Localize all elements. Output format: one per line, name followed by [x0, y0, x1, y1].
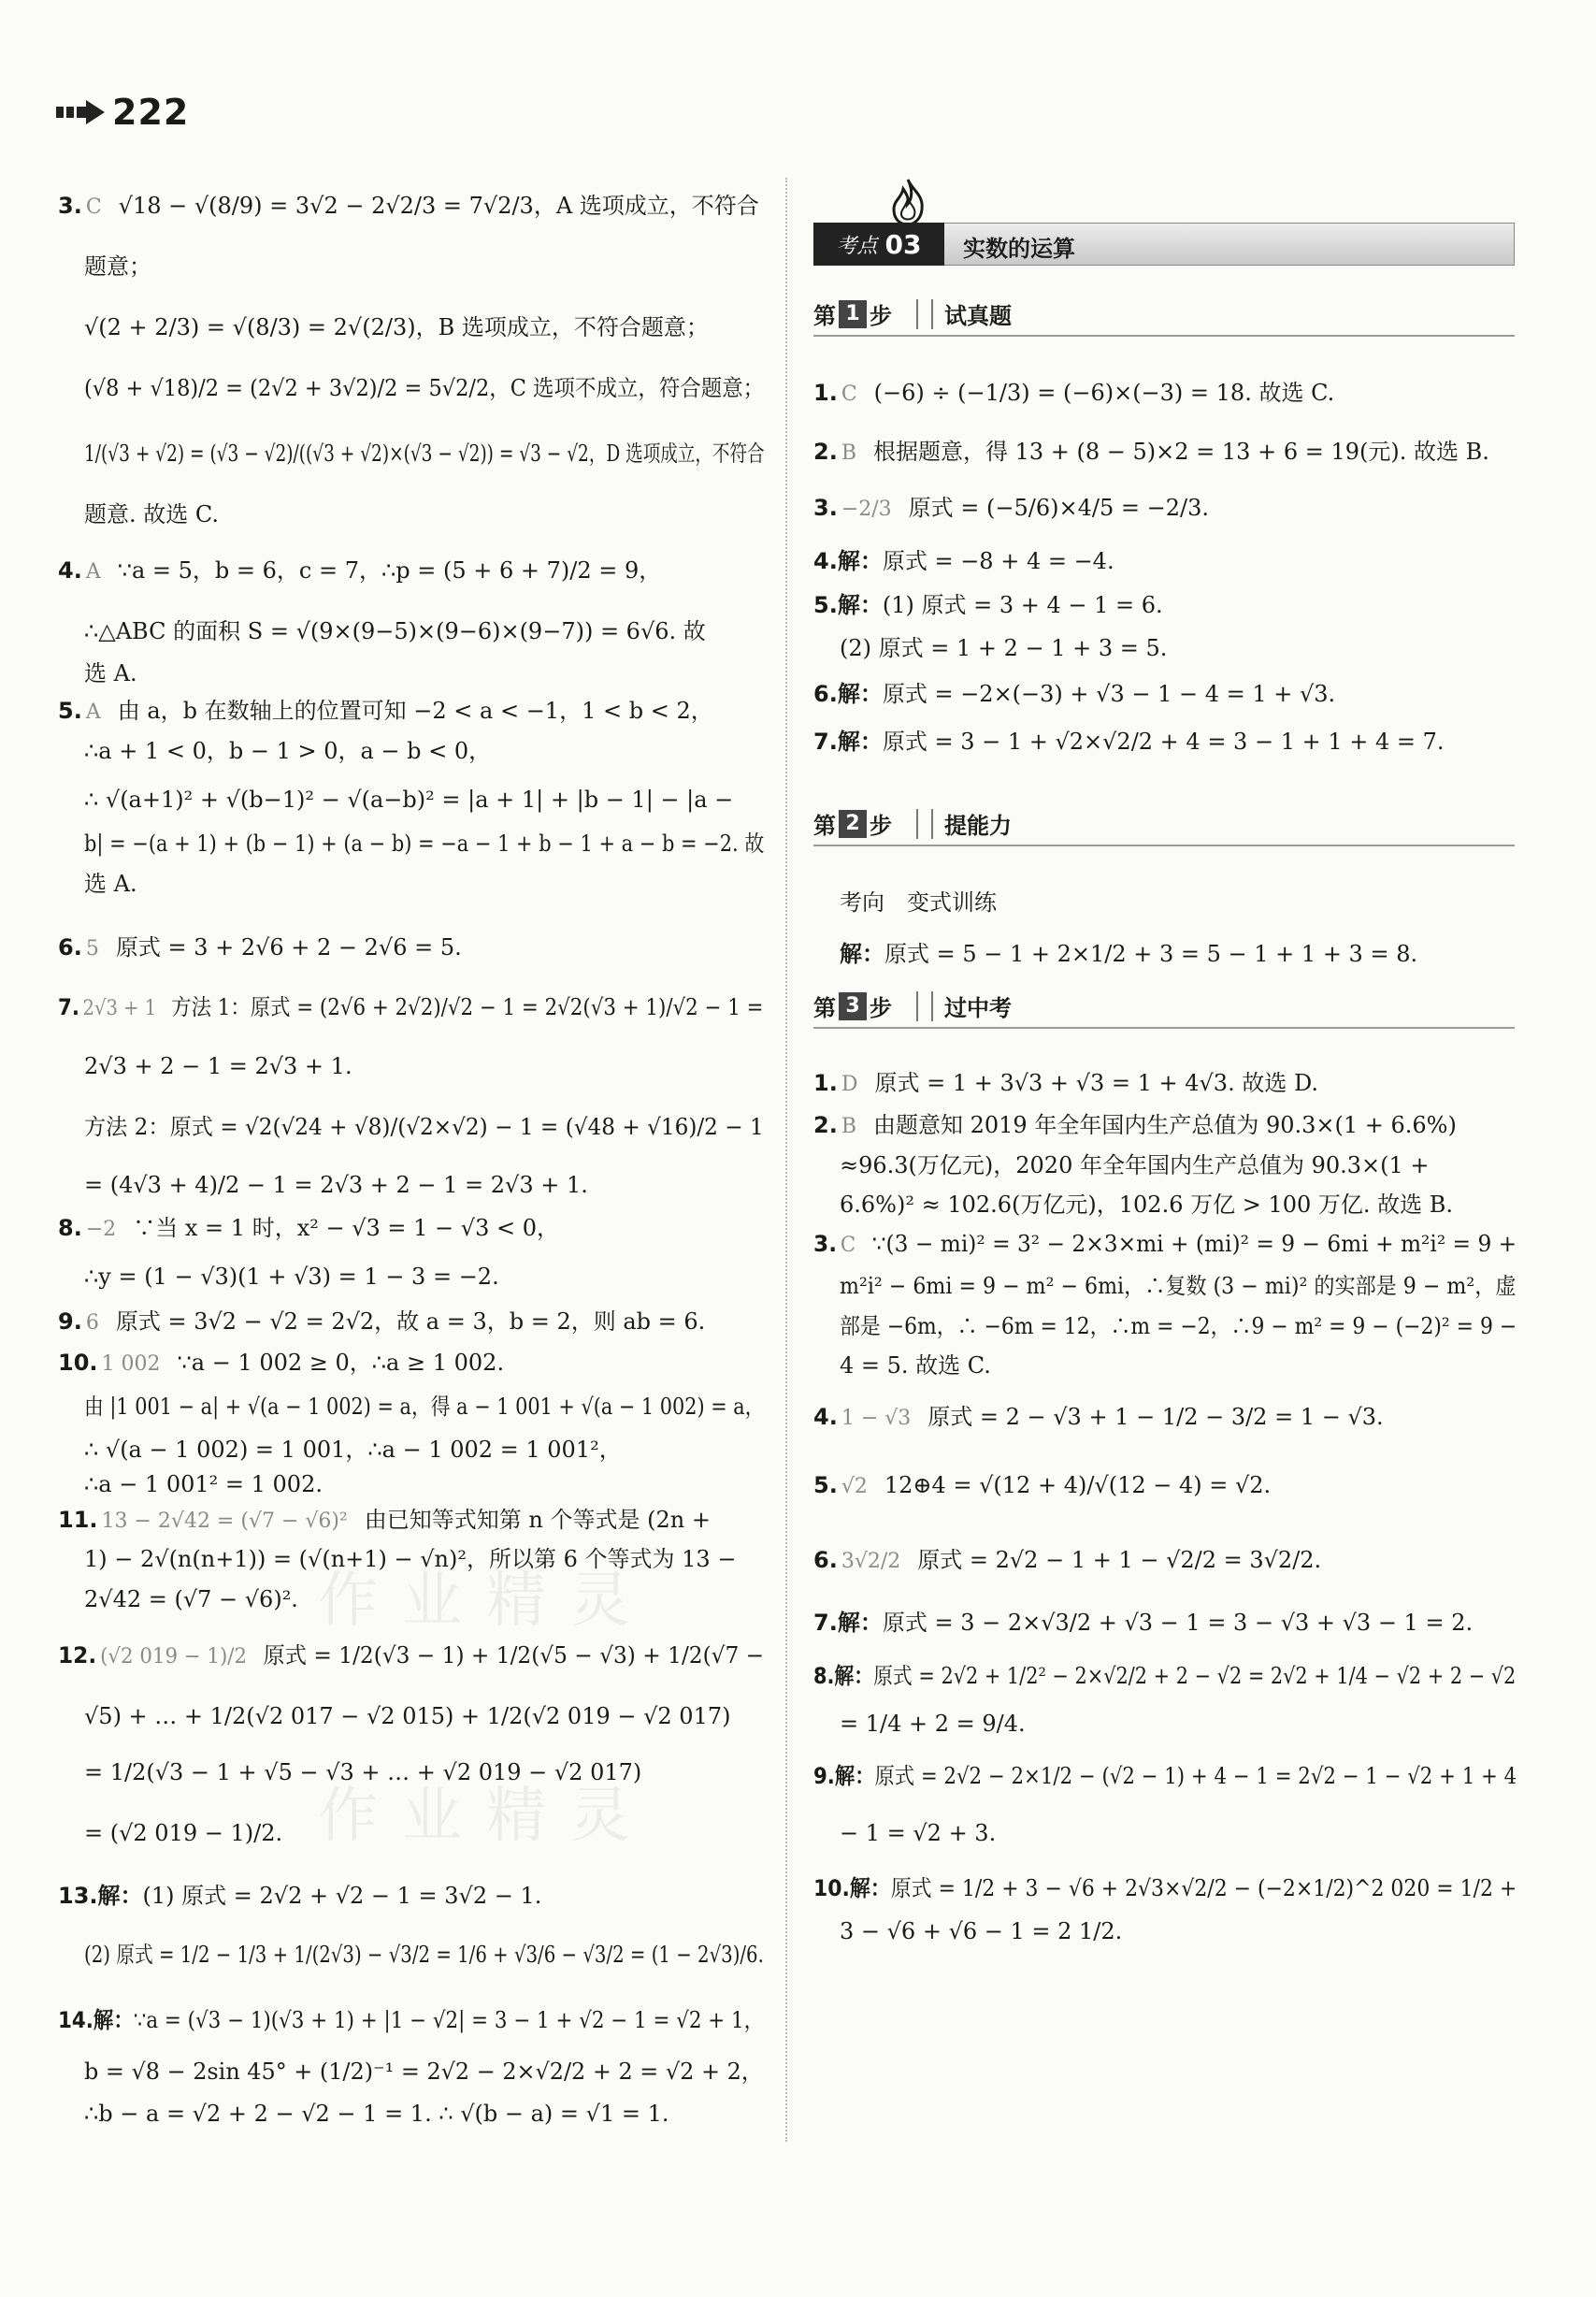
- text-line: [840, 1151, 1430, 1179]
- problem-number: 10.: [58, 1350, 98, 1376]
- problem-number: 3.: [813, 1231, 838, 1257]
- line-text: = (4√3 + 4)/2 − 1 = 2√3 + 2 − 1 = 2√3 + 1.: [84, 1172, 588, 1198]
- line-text: ∴ √(a+1)² + √(b−1)² − √(a−b)² = |a + 1| + |b − 1| − |a −: [84, 787, 734, 813]
- answer-key: 6: [85, 1311, 99, 1335]
- text-line: [840, 940, 1417, 968]
- line-text: (√8 + √18)/2 = (2√2 + 3√2)/2 = 5√2/2，C 选项不成立，符合题意；: [84, 375, 765, 401]
- text-line: [840, 634, 1167, 662]
- line-text: ≈96.3(万亿元)，2020 年全年国内生产总值为 90.3×(1 +: [840, 1152, 1430, 1178]
- problem-number: 6.: [58, 934, 82, 961]
- text-line: [84, 1436, 622, 1464]
- line-text: ∴ √(a − 1 002) = 1 001，∴a − 1 002 = 1 001²，: [84, 1437, 622, 1463]
- text-line: [58, 1506, 711, 1536]
- step-1-header: [813, 297, 1515, 337]
- problem-number: 4.: [813, 1404, 838, 1430]
- topic-header: [813, 223, 1515, 266]
- answer-key: −2: [85, 1218, 117, 1241]
- solution-prefix: 解：: [840, 941, 884, 967]
- problem-number: 4.: [813, 548, 838, 574]
- step-post: 步: [870, 303, 892, 329]
- line-text: 原式 = 3 − 1 + √2×√2/2 + 4 = 3 − 1 + 1 + 4 = 7.: [882, 729, 1445, 755]
- text-line: [58, 556, 661, 586]
- watermark: 作业精灵: [318, 1567, 654, 1636]
- text-line: [813, 680, 1335, 708]
- topic-badge: [813, 223, 944, 266]
- text-line: [813, 1874, 1517, 1902]
- text-line: [58, 192, 759, 222]
- line-text: 3 − √6 + √6 − 1 = 2 1/2.: [840, 1918, 1123, 1944]
- line-text: 原式 = 1 + 3√3 + √3 = 1 + 4√3. 故选 D.: [874, 1070, 1318, 1096]
- step-2-name: 提能力: [944, 813, 1012, 839]
- problem-number: 7.: [813, 729, 838, 755]
- line-text: (1) 原式 = 2√2 + √2 − 1 = 3√2 − 1.: [142, 1883, 542, 1909]
- text-line: [84, 1941, 764, 1969]
- step-num: 1: [839, 300, 867, 328]
- problem-number: 11.: [58, 1507, 98, 1533]
- step-3-name: 过中考: [944, 995, 1012, 1021]
- problem-number: 5.: [813, 1472, 838, 1498]
- line-text: − 1 = √2 + 3.: [840, 1820, 997, 1846]
- text-line: [840, 1819, 996, 1847]
- text-line: [58, 2006, 764, 2034]
- line-text: 2√42 = (√7 − √6)².: [84, 1586, 298, 1612]
- problem-number: 6.: [813, 681, 838, 707]
- line-text: 由 |1 001 − a| + √(a − 1 002) = a，得 a − 1 001 + √(a − 1 002) = a，: [84, 1394, 765, 1420]
- answer-key: B: [841, 441, 856, 465]
- text-line: [813, 591, 1163, 619]
- line-text: 原式 = (−5/6)×4/5 = −2/3.: [908, 495, 1209, 521]
- text-line: [84, 1113, 764, 1141]
- text-line: [84, 313, 709, 341]
- text-line: [813, 494, 1209, 524]
- line-text: 1) − 2√(n(n+1)) = (√(n+1) − √n)²，所以第 6 个等式为 13 −: [84, 1546, 737, 1572]
- text-line: [84, 1702, 730, 1730]
- problem-number: 2.: [813, 1112, 838, 1138]
- text-line: [58, 1307, 705, 1337]
- text-line: [84, 659, 137, 687]
- line-text: b = √8 − 2sin 45° + (1/2)⁻¹ = 2√2 − 2×√2/2 + 2 = √2 + 2，: [84, 2059, 764, 2085]
- text-line: [84, 1819, 282, 1847]
- text-line: [84, 500, 219, 528]
- line-text: 原式 = 3 − 2×√3/2 + √3 − 1 = 3 − √3 + √3 − 1 = 2.: [882, 1610, 1474, 1636]
- answer-key: 1 002: [101, 1352, 161, 1376]
- text-line: [840, 1272, 1516, 1300]
- line-text: 原式 = −2×(−3) + √3 − 1 − 4 = 1 + √3.: [882, 681, 1336, 707]
- problem-number: 3.: [58, 193, 82, 219]
- step-separator: [916, 809, 933, 839]
- problem-number: 3.: [813, 495, 838, 521]
- text-line: [84, 2058, 764, 2086]
- step-pre: 第: [813, 995, 836, 1021]
- text-line: [58, 1641, 764, 1671]
- line-text: 原式 = 2√2 − 2×1/2 − (√2 − 1) + 4 − 1 = 2√2 − 1 − √2 + 1 + 4: [874, 1763, 1517, 1789]
- line-text: 12⊕4 = √(12 + 4)/√(12 − 4) = √2.: [884, 1472, 1272, 1498]
- topic-kaodian: 考点: [836, 234, 878, 258]
- line-text: √(2 + 2/3) = √(8/3) = 2√(2/3)，B 选项成立，不符合题意；: [84, 314, 709, 340]
- text-line: [84, 1470, 323, 1498]
- text-line: [840, 1710, 1026, 1738]
- text-line: [84, 2100, 669, 2128]
- line-text: 4 = 5. 故选 C.: [840, 1352, 991, 1379]
- answer-key: √2: [841, 1475, 868, 1498]
- text-line: [58, 993, 763, 1023]
- arrow-icon: [56, 98, 105, 126]
- line-text: 原式 = 3 + 2√6 + 2 − 2√6 = 5.: [115, 934, 462, 961]
- line-text: ∵a = 5，b = 6，c = 7，∴p = (5 + 6 + 7)/2 = 9，: [117, 557, 662, 584]
- text-line: [84, 617, 706, 645]
- problem-number: 4.: [58, 557, 82, 584]
- line-text: 考向 变式训练: [840, 889, 997, 916]
- line-text: (1) 原式 = 3 + 4 − 1 = 6.: [882, 592, 1163, 618]
- text-line: [84, 1545, 736, 1573]
- text-line: [84, 1585, 298, 1613]
- line-text: ∴b − a = √2 + 2 − √2 − 1 = 1. ∴ √(b − a) = √1 = 1.: [84, 2101, 669, 2127]
- text-line: [813, 1546, 1321, 1576]
- text-line: [84, 870, 137, 898]
- answer-key: 2√3 + 1: [82, 997, 157, 1020]
- line-text: 原式 = 1/2 + 3 − √6 + 2√3×√2/2 − (−2×1/2)^2 020 = 1/2 +: [890, 1875, 1517, 1901]
- solution-prefix: 解：: [837, 1610, 883, 1636]
- line-text: 原式 = −8 + 4 = −4.: [882, 548, 1114, 574]
- text-line: [84, 253, 151, 281]
- answer-key: −2/3: [841, 498, 892, 521]
- line-text: b| = −(a + 1) + (b − 1) + (a − b) = −a − 1 + b − 1 + a − b = −2. 故: [84, 831, 765, 857]
- watermark: 作业精灵: [318, 1782, 654, 1851]
- solution-prefix: 解：: [93, 2007, 134, 2033]
- line-text: 方法 1：原式 = (2√6 + 2√2)/√2 − 1 = 2√2(√3 + 1)/√2 − 1 =: [171, 994, 764, 1020]
- text-line: [813, 1662, 1516, 1690]
- line-text: 方法 2：原式 = √2(√24 + √8)/(√2×√2) − 1 = (√48 + √16)/2 − 1: [84, 1114, 764, 1140]
- line-text: ∵当 x = 1 时，x² − √3 = 1 − √3 < 0，: [133, 1215, 559, 1241]
- answer-key: C: [840, 1234, 856, 1257]
- line-text: 1/(√3 + √2) = (√3 − √2)/((√3 + √2)×(√3 − √2)) = √3 − √2，D 选项成立，不符合: [84, 441, 765, 467]
- line-text: 题意. 故选 C.: [84, 501, 220, 527]
- line-text: (2) 原式 = 1/2 − 1/3 + 1/(2√3) − √3/2 = 1/6 + √3/6 − √3/2 = (1 − 2√3)/6.: [84, 1942, 764, 1968]
- text-line: [58, 697, 713, 727]
- text-line: [84, 374, 764, 402]
- line-text: 原式 = 2√2 − 1 + 1 − √2/2 = 3√2/2.: [917, 1547, 1322, 1573]
- text-line: [840, 1312, 1517, 1340]
- answer-key: A: [85, 701, 101, 724]
- text-line: [840, 1351, 991, 1380]
- step-2-header: [813, 807, 1515, 846]
- line-text: = 1/4 + 2 = 9/4.: [840, 1711, 1026, 1737]
- answer-key: C: [841, 383, 857, 406]
- problem-number: 2.: [813, 439, 838, 465]
- problem-number: 7.: [813, 1610, 838, 1636]
- text-line: [813, 1069, 1318, 1099]
- text-line: [84, 1393, 764, 1421]
- step-num: 3: [839, 992, 867, 1020]
- line-text: ∵a = (√3 − 1)(√3 + 1) + |1 − √2| = 3 − 1 + √2 − 1 = √2 + 1，: [133, 2007, 765, 2033]
- line-text: 原式 = 3√2 − √2 = 2√2，故 a = 3，b = 2，则 ab = 6.: [115, 1308, 706, 1335]
- line-text: m²i² − 6mi = 9 − m² − 6mi，∴复数 (3 − mi)² 的实部是 9 − m²，虚: [840, 1273, 1517, 1299]
- text-line: [58, 1214, 559, 1244]
- line-text: = 1/2(√3 − 1 + √5 − √3 + … + √2 019 − √2 017): [84, 1759, 642, 1785]
- solution-prefix: 解：: [837, 681, 883, 707]
- text-line: [84, 1171, 588, 1199]
- text-line: [84, 1758, 641, 1786]
- text-line: [813, 728, 1445, 756]
- solution-prefix: 解：: [837, 729, 883, 755]
- text-line: [84, 1052, 352, 1080]
- answer-key: 3√2/2: [841, 1550, 901, 1573]
- line-text: 2√3 + 2 − 1 = 2√3 + 1.: [84, 1053, 352, 1079]
- line-text: ∵(3 − mi)² = 3² − 2×3×mi + (mi)² = 9 − 6mi + m²i² = 9 +: [871, 1231, 1517, 1257]
- text-line: [84, 830, 764, 858]
- solution-prefix: 解：: [837, 548, 883, 574]
- line-text: 由已知等式知第 n 个等式是 (2n +: [364, 1507, 711, 1533]
- line-text: 由 a，b 在数轴上的位置可知 −2 < a < −1，1 < b < 2，: [117, 698, 713, 724]
- step-post: 步: [870, 813, 892, 839]
- step-post: 步: [870, 995, 892, 1021]
- text-line: [84, 786, 733, 814]
- answer-key: 1 − √3: [841, 1407, 912, 1430]
- problem-number: 9.: [58, 1308, 82, 1335]
- answer-key: 5: [85, 937, 99, 961]
- text-line: [58, 1882, 541, 1910]
- problem-number: 14.: [58, 2007, 93, 2033]
- solution-prefix: 解：: [834, 1763, 875, 1789]
- text-line: [58, 1349, 504, 1379]
- text-line: [813, 438, 1489, 468]
- line-text: 由题意知 2019 年全年国内生产总值为 90.3×(1 + 6.6%): [873, 1112, 1457, 1138]
- problem-number: 9.: [813, 1763, 835, 1789]
- line-text: (2) 原式 = 1 + 2 − 1 + 3 = 5.: [840, 635, 1168, 661]
- step-3-header: [813, 990, 1515, 1029]
- step-separator: [916, 299, 933, 329]
- step-1-name: 试真题: [944, 303, 1012, 329]
- line-text: 题意；: [84, 253, 151, 280]
- step-separator: [916, 991, 933, 1021]
- line-text: 原式 = 2√2 + 1/2² − 2×√2/2 + 2 − √2 = 2√2 + 1/4 − √2 + 2 − √2: [873, 1663, 1517, 1689]
- line-text: ∵a − 1 002 ≥ 0，∴a ≥ 1 002.: [177, 1350, 505, 1376]
- line-text: √5) + … + 1/2(√2 017 − √2 015) + 1/2(√2 019 − √2 017): [84, 1703, 731, 1729]
- problem-number: 10.: [813, 1875, 850, 1901]
- problem-number: 1.: [813, 1070, 838, 1096]
- step-num: 2: [839, 810, 867, 838]
- line-text: 根据题意，得 13 + (8 − 5)×2 = 13 + 6 = 19(元). 故选 B.: [873, 439, 1489, 465]
- text-line: [813, 1403, 1384, 1433]
- page-number-block: [56, 92, 189, 133]
- line-text: 选 A.: [84, 871, 137, 897]
- text-line: [840, 1191, 1453, 1219]
- text-line: [84, 440, 765, 468]
- text-line: [813, 1471, 1271, 1501]
- problem-number: 13.: [58, 1883, 98, 1909]
- line-text: 原式 = 2 − √3 + 1 − 1/2 − 3/2 = 1 − √3.: [927, 1404, 1384, 1430]
- text-line: [58, 933, 462, 963]
- text-line: [813, 1230, 1517, 1260]
- text-line: [84, 1263, 499, 1291]
- line-text: 选 A.: [84, 660, 137, 686]
- line-text: 部是 −6m，∴ −6m = 12，∴m = −2，∴9 − m² = 9 − (−2)² = 9 −: [840, 1313, 1517, 1339]
- answer-key: 13 − 2√42 = (√7 − √6)²: [101, 1510, 348, 1533]
- text-line: [813, 379, 1334, 409]
- problem-number: 12.: [58, 1642, 97, 1669]
- solution-prefix: 解：: [837, 592, 883, 618]
- problem-number: 8.: [813, 1663, 835, 1689]
- text-line: [84, 737, 491, 765]
- problem-number: 5.: [813, 592, 838, 618]
- flame-icon: [884, 178, 931, 226]
- column-divider: [785, 178, 787, 2142]
- text-line: [813, 1762, 1517, 1790]
- solution-prefix: 解：: [97, 1883, 143, 1909]
- problem-number: 6.: [813, 1547, 838, 1573]
- line-text: (−6) ÷ (−1/3) = (−6)×(−3) = 18. 故选 C.: [873, 380, 1335, 406]
- problem-number: 5.: [58, 698, 82, 724]
- problem-number: 1.: [813, 380, 838, 406]
- answer-key: B: [841, 1115, 856, 1138]
- text-line: [813, 1111, 1457, 1141]
- line-text: ∴y = (1 − √3)(1 + √3) = 1 − 3 = −2.: [84, 1264, 499, 1290]
- topic-title: 实数的运算: [963, 236, 1075, 262]
- topic-number: 03: [884, 228, 922, 260]
- text-line: [840, 888, 997, 917]
- text-line: [813, 547, 1114, 575]
- answer-key: (√2 019 − 1)/2: [100, 1645, 248, 1669]
- page-number: 222: [112, 92, 190, 133]
- line-text: 6.6%)² ≈ 102.6(万亿元)，102.6 万亿 > 100 万亿. 故选 B.: [840, 1192, 1454, 1218]
- step-pre: 第: [813, 303, 836, 329]
- solution-prefix: 解：: [849, 1875, 891, 1901]
- text-line: [813, 1609, 1473, 1637]
- problem-number: 7.: [58, 994, 79, 1020]
- line-text: 原式 = 5 − 1 + 2×1/2 + 3 = 5 − 1 + 1 + 3 = 8.: [884, 941, 1418, 967]
- answer-key: A: [85, 560, 101, 584]
- answer-key: D: [841, 1073, 858, 1096]
- text-line: [840, 1917, 1122, 1945]
- solution-prefix: 解：: [834, 1663, 874, 1689]
- answer-key: C: [85, 195, 102, 219]
- line-text: 原式 = 1/2(√3 − 1) + 1/2(√5 − √3) + 1/2(√7 −: [263, 1642, 765, 1669]
- line-text: ∴a + 1 < 0，b − 1 > 0，a − b < 0，: [84, 738, 492, 764]
- line-text: = (√2 019 − 1)/2.: [84, 1820, 283, 1846]
- line-text: ∴a − 1 001² = 1 002.: [84, 1471, 323, 1497]
- problem-number: 8.: [58, 1215, 82, 1241]
- line-text: √18 − √(8/9) = 3√2 − 2√2/3 = 7√2/3，A 选项成立，不符合: [118, 193, 759, 219]
- step-pre: 第: [813, 813, 836, 839]
- line-text: ∴△ABC 的面积 S = √(9×(9−5)×(9−6)×(9−7)) = 6√6. 故: [84, 618, 706, 644]
